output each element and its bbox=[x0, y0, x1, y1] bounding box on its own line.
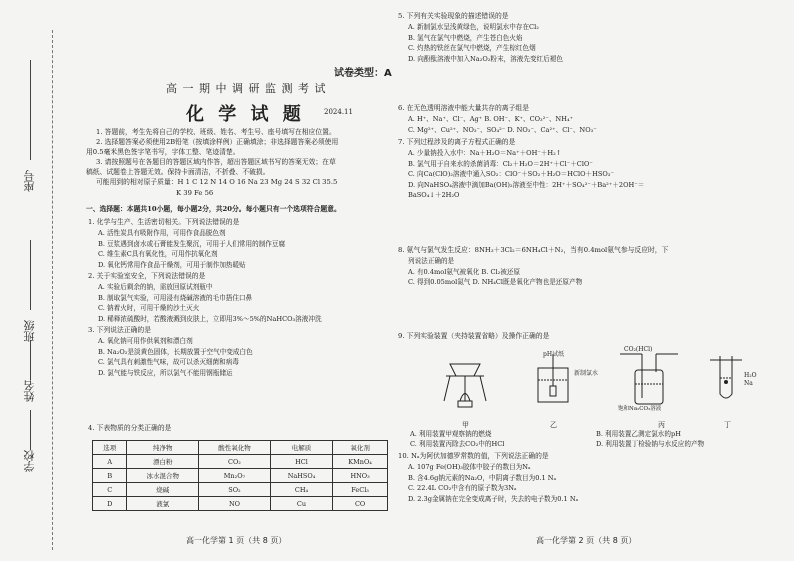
table-row bbox=[93, 497, 388, 511]
question-option: A. 氧化钠可用作供氧剂和漂白剂 bbox=[98, 337, 193, 345]
question-option: B. Na₂O₂是淡黄色固体，长期放置于空气中变成白色 bbox=[98, 347, 253, 356]
h2o-label: H₂O bbox=[744, 372, 757, 379]
question-option: D. 2.3g金属钠在完全变成离子时，失去的电子数为0.1 Nₐ bbox=[408, 494, 579, 503]
table-cell: Mn₂O₇ bbox=[199, 469, 271, 483]
table-cell: CO bbox=[333, 497, 388, 511]
table-row bbox=[93, 455, 388, 469]
table-header-cell: 酸性氧化物 bbox=[199, 441, 271, 455]
table-cell: HNO₃ bbox=[333, 469, 388, 483]
table-cell: CO₂ bbox=[199, 455, 271, 469]
q9-option: A. 利用装置甲观察钠的燃烧 bbox=[410, 430, 492, 438]
table-row bbox=[93, 469, 388, 483]
table-cell: Cu bbox=[270, 497, 332, 511]
question-stem: 8. 氨气与氯气发生反应：8NH₃＋3Cl₂＝6NH₄Cl＋N₂，当有0.4mol氨气参与反应时，下 bbox=[398, 246, 669, 254]
question-option: A. 实验后剩余的钠，需放回原试剂瓶中 bbox=[98, 283, 213, 291]
question-option: C. 灼热的铁丝在氯气中燃烧，产生棕红色烟 bbox=[408, 44, 536, 52]
table-cell: C bbox=[93, 483, 127, 497]
exam-title: 化 学 试 题 bbox=[186, 104, 305, 125]
note-line: 1. 答题前，考生先将自己的学校、班级、姓名、考生号、座号填写在相应位置。 bbox=[96, 128, 336, 136]
binding-margin bbox=[0, 0, 80, 561]
q9-option: B. 利用装置乙测定氯水的pH bbox=[596, 430, 681, 438]
name-label: 姓名 bbox=[23, 380, 36, 402]
left-page bbox=[86, 0, 391, 561]
question-option: C. 氯气具有刺激性气味，故可以杀灭细菌和病毒 bbox=[98, 358, 239, 366]
section-one-heading: 一、选择题：本题共10小题，每小题2分，共20分。每小题只有一个选项符合题意。 bbox=[86, 205, 341, 213]
table-cell: NaHSO₄ bbox=[270, 469, 332, 483]
question-option: C. 22.4L CO₂中含有的原子数为3Nₐ bbox=[408, 484, 517, 492]
ph-paper-label: pH试纸 bbox=[543, 351, 565, 358]
question-stem: 3. 下列说法正确的是 bbox=[88, 326, 152, 334]
table-cell: A bbox=[93, 455, 127, 469]
question-option: 列说法正确的是 bbox=[408, 257, 455, 265]
note-line: 用0.5毫米黑色签字笔书写，字体工整、笔迹清楚。 bbox=[86, 148, 240, 156]
question-option: B. 氢气在氯气中燃烧，产生苍白色火焰 bbox=[408, 33, 523, 42]
note-line: 3. 请按照题号在各题目的答题区域内作答，超出答题区域书写的答案无效；在草 bbox=[96, 158, 336, 166]
page-footer-left: 高一化学第 1 页（共 8 页） bbox=[186, 536, 287, 545]
apparatus-yi bbox=[538, 354, 568, 402]
question-option: D. 向酚酞溶液中加入Na₂O₂粉末，溶液先变红后褪色 bbox=[408, 54, 563, 63]
table-cell: NO bbox=[199, 497, 271, 511]
question-stem: 5. 下列有关实验现象的描述错误的是 bbox=[398, 12, 509, 20]
question-option: A. 活性炭具有吸附作用，可用作食品脱色剂 bbox=[98, 229, 226, 237]
question-stem: 7. 下列过程涉及的离子方程式正确的是 bbox=[398, 138, 516, 146]
table-row bbox=[93, 483, 388, 497]
table-header-cell: 纯净物 bbox=[127, 441, 199, 455]
binding-line bbox=[52, 30, 53, 550]
school-label: 学校 bbox=[23, 450, 36, 472]
question-option: D. 氯气能与铁反应，所以氯气不能用钢瓶储运 bbox=[98, 368, 233, 377]
label-ding: 丁 bbox=[724, 421, 731, 429]
question-stem: 6. 在无色透明溶液中能大量共存的离子组是 bbox=[398, 104, 529, 112]
name-blank bbox=[30, 340, 31, 380]
table-cell: 液氯 bbox=[127, 497, 199, 511]
co2-hcl-label: CO₂(HCl) bbox=[624, 346, 653, 353]
na2co3-label: 饱和Na₂CO₃溶液 bbox=[618, 406, 662, 412]
table-cell: SO₂ bbox=[199, 483, 271, 497]
school-blank bbox=[30, 410, 31, 450]
q9-option: C. 利用装置丙除去CO₂中的HCl bbox=[410, 440, 505, 448]
question-stem: 1. 化学与生产、生活密切相关。下列说法错误的是 bbox=[88, 218, 240, 226]
chlorine-water-label: 新制氯水 bbox=[574, 370, 599, 377]
note-line: 2. 选择题答案必须使用2B铅笔（按填涂样例）正确填涂；非选择题答案必须使用 bbox=[96, 138, 339, 146]
class-label: 班级 bbox=[23, 320, 36, 342]
label-bing: 丙 bbox=[658, 421, 665, 429]
question-option: D. 稀释浓硫酸时，若酸液溅到皮肤上，立即用3%～5%的NaHCO₃溶液冲洗 bbox=[98, 314, 322, 323]
apparatus-jia bbox=[444, 364, 486, 407]
question-option: A. 有0.4mol氨气被氧化 B. Cl₂被还原 bbox=[408, 267, 521, 276]
note-line: 稿纸、试题卷上答题无效。保持卡面清洁，不折叠、不破损。 bbox=[86, 168, 270, 176]
apparatus-ding bbox=[710, 356, 742, 398]
question-option: C. Mg²⁺、Cu²⁺、NO₃⁻、SO₄²⁻ D. NO₃⁻、Ca²⁺、Cl⁻、NO₃⁻ bbox=[408, 125, 597, 134]
question-option: A. 新制氯水呈浅黄绿色，说明氯水中存在Cl₂ bbox=[408, 23, 539, 31]
note-line: K 39 Fe 56 bbox=[176, 189, 214, 197]
question-option: C. 向Ca(ClO)₂溶液中通入SO₂：ClO⁻＋SO₂＋H₂O＝HClO＋HSO₃⁻ bbox=[408, 170, 614, 178]
table-cell: CH₄ bbox=[270, 483, 332, 497]
apparatus-bing bbox=[620, 354, 678, 404]
question-option: BaSO₄↓＋2H₂O bbox=[408, 191, 460, 199]
question-option: A. 107g Fe(OH)₃胶体中胶子的数目为Nₐ bbox=[408, 463, 531, 471]
question-option: C. 维生素C具有氧化性，可用作抗氧化剂 bbox=[98, 250, 218, 258]
question-option: B. 豆浆遇到卤水或石膏能发生聚沉，可用于人们常用的制作豆腐 bbox=[98, 239, 286, 248]
label-jia: 甲 bbox=[462, 421, 469, 429]
table-cell: KMnO₄ bbox=[333, 455, 388, 469]
question-option: A. 少量钠投入水中：Na＋H₂O＝Na⁺＋OH⁻＋H₂↑ bbox=[408, 149, 562, 157]
seat-blank bbox=[30, 60, 31, 160]
table-header-cell: 电解质 bbox=[270, 441, 332, 455]
table-cell: 漂白粉 bbox=[127, 455, 199, 469]
q9-option: D. 利用装置丁检验钠与水反应的产物 bbox=[596, 440, 705, 448]
note-line: 可能用到的相对原子质量：H 1 C 12 N 14 O 16 Na 23 Mg 24 S 32 Cl 35.5 bbox=[96, 178, 338, 186]
table-cell: FeCl₃ bbox=[333, 483, 388, 497]
page-footer-right: 高一化学第 2 页（共 8 页） bbox=[536, 536, 637, 545]
table-cell: HCl bbox=[270, 455, 332, 469]
question-option: B. 制取氯气实验，可用浸有烧碱溶液的毛巾捂住口鼻 bbox=[98, 293, 253, 302]
label-yi: 乙 bbox=[550, 421, 557, 429]
exam-subtitle: 高 一 期 中 调 研 监 测 考 试 bbox=[166, 82, 327, 95]
seat-label: 座号 bbox=[23, 170, 36, 192]
question-option: C. 得到0.05mol氮气 D. NH₄Cl既是氧化产物也是还原产物 bbox=[408, 278, 583, 286]
apparatus-figure bbox=[420, 346, 780, 420]
table-cell: 烧碱 bbox=[127, 483, 199, 497]
na-label: Na bbox=[744, 380, 753, 387]
question-option: A. H⁺、Na⁺、Cl⁻、Ag⁺ B. OH⁻、K⁺、CO₃²⁻、NH₄⁺ bbox=[408, 115, 574, 123]
table-cell: B bbox=[93, 469, 127, 483]
question-stem: 9. 下列实验装置（夹持装置省略）及操作正确的是 bbox=[398, 332, 550, 340]
question-option: B. 氯气用于自来水的杀菌消毒：Cl₂＋H₂O＝2H⁺＋Cl⁻＋ClO⁻ bbox=[408, 159, 593, 168]
table-header-cell: 氧化剂 bbox=[333, 441, 388, 455]
table-header-cell: 选项 bbox=[93, 441, 127, 455]
table-cell: D bbox=[93, 497, 127, 511]
question-stem: 10. Nₐ为阿伏加德罗常数的值，下列说法正确的是 bbox=[398, 452, 549, 460]
right-page bbox=[396, 0, 788, 561]
classification-table bbox=[92, 440, 388, 511]
question-option: D. 氧化钙常用作食品干燥剂，可用于制作加热暖贴 bbox=[98, 260, 246, 269]
class-blank bbox=[30, 240, 31, 310]
exam-type: 试卷类型：A bbox=[334, 68, 392, 79]
table-cell: 冰水混合物 bbox=[127, 469, 199, 483]
question-option: B. 含4.6g钠元素的Na₂O，中阴离子数目为0.1 Nₐ bbox=[408, 473, 557, 482]
question-option: D. 向NaHSO₄溶液中滴加Ba(OH)₂溶液至中性：2H⁺＋SO₄²⁻＋Ba²⁺＋2OH⁻＝ bbox=[408, 180, 645, 189]
question-stem: 4. 下表物质的分类正确的是 bbox=[88, 424, 172, 432]
question-option: C. 钠着火时，可用干燥的沙土灭火 bbox=[98, 304, 200, 312]
exam-date: 2024.11 bbox=[324, 108, 353, 116]
question-stem: 2. 关于实验室安全，下列说法错误的是 bbox=[88, 272, 206, 280]
